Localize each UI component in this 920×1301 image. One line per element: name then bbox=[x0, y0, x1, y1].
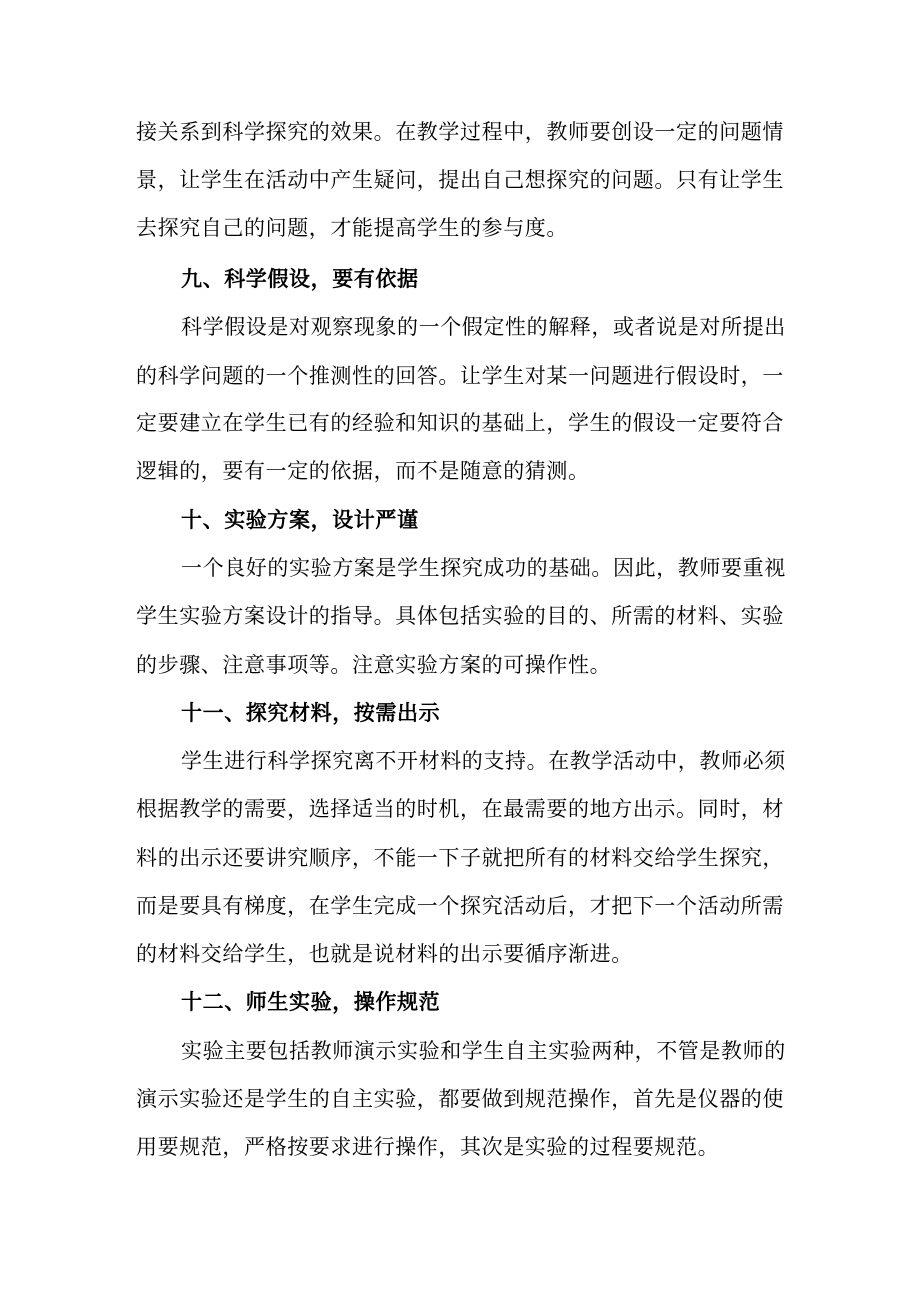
body-text-line: 一个良好的实验方案是学生探究成功的基础。因此，教师要重视 bbox=[181, 556, 786, 580]
body-text-line: 学生实验方案设计的指导。具体包括实验的目的、所需的材料、实验 bbox=[136, 604, 784, 628]
section-heading: 十、实验方案，设计严谨 bbox=[181, 508, 419, 532]
body-text-line: 逻辑的，要有一定的依据，而不是随意的猜测。 bbox=[136, 459, 590, 483]
body-text-line: 料的出示还要讲究顺序，不能一下子就把所有的材料交给学生探究， bbox=[136, 846, 784, 870]
section-heading: 十二、师生实验，操作规范 bbox=[181, 990, 441, 1014]
body-text-line: 接关系到科学探究的效果。在教学过程中，教师要创设一定的问题情 bbox=[136, 120, 784, 144]
body-text-line: 景，让学生在活动中产生疑问，提出自己想探究的问题。只有让学生 bbox=[136, 168, 784, 192]
body-text-line: 去探究自己的问题，才能提高学生的参与度。 bbox=[136, 216, 568, 240]
section-heading: 十一、探究材料，按需出示 bbox=[181, 701, 441, 725]
body-text-line: 用要规范，严格按要求进行操作，其次是实验的过程要规范。 bbox=[136, 1135, 720, 1159]
body-text-line: 的步骤、注意事项等。注意实验方案的可操作性。 bbox=[136, 653, 612, 677]
body-text-line: 科学假设是对观察现象的一个假定性的解释，或者说是对所提出 bbox=[181, 315, 786, 339]
body-text-line: 定要建立在学生已有的经验和知识的基础上，学生的假设一定要符合 bbox=[136, 411, 784, 435]
body-text-line: 学生进行科学探究离不开材料的支持。在教学活动中，教师必须 bbox=[181, 749, 786, 773]
body-text-line: 的材料交给学生，也就是说材料的出示要循序渐进。 bbox=[136, 942, 633, 966]
section-heading: 九、科学假设，要有依据 bbox=[181, 267, 419, 291]
body-text-line: 演示实验还是学生的自主实验，都要做到规范操作，首先是仪器的使 bbox=[136, 1087, 784, 1111]
body-text-line: 的科学问题的一个推测性的回答。让学生对某一问题进行假设时，一 bbox=[136, 364, 784, 388]
body-text-line: 根据教学的需要，选择适当的时机，在最需要的地方出示。同时，材 bbox=[136, 797, 784, 821]
body-text-line: 实验主要包括教师演示实验和学生自主实验两种，不管是教师的 bbox=[181, 1039, 786, 1063]
body-text-line: 而是要具有梯度，在学生完成一个探究活动后，才把下一个活动所需 bbox=[136, 894, 784, 918]
